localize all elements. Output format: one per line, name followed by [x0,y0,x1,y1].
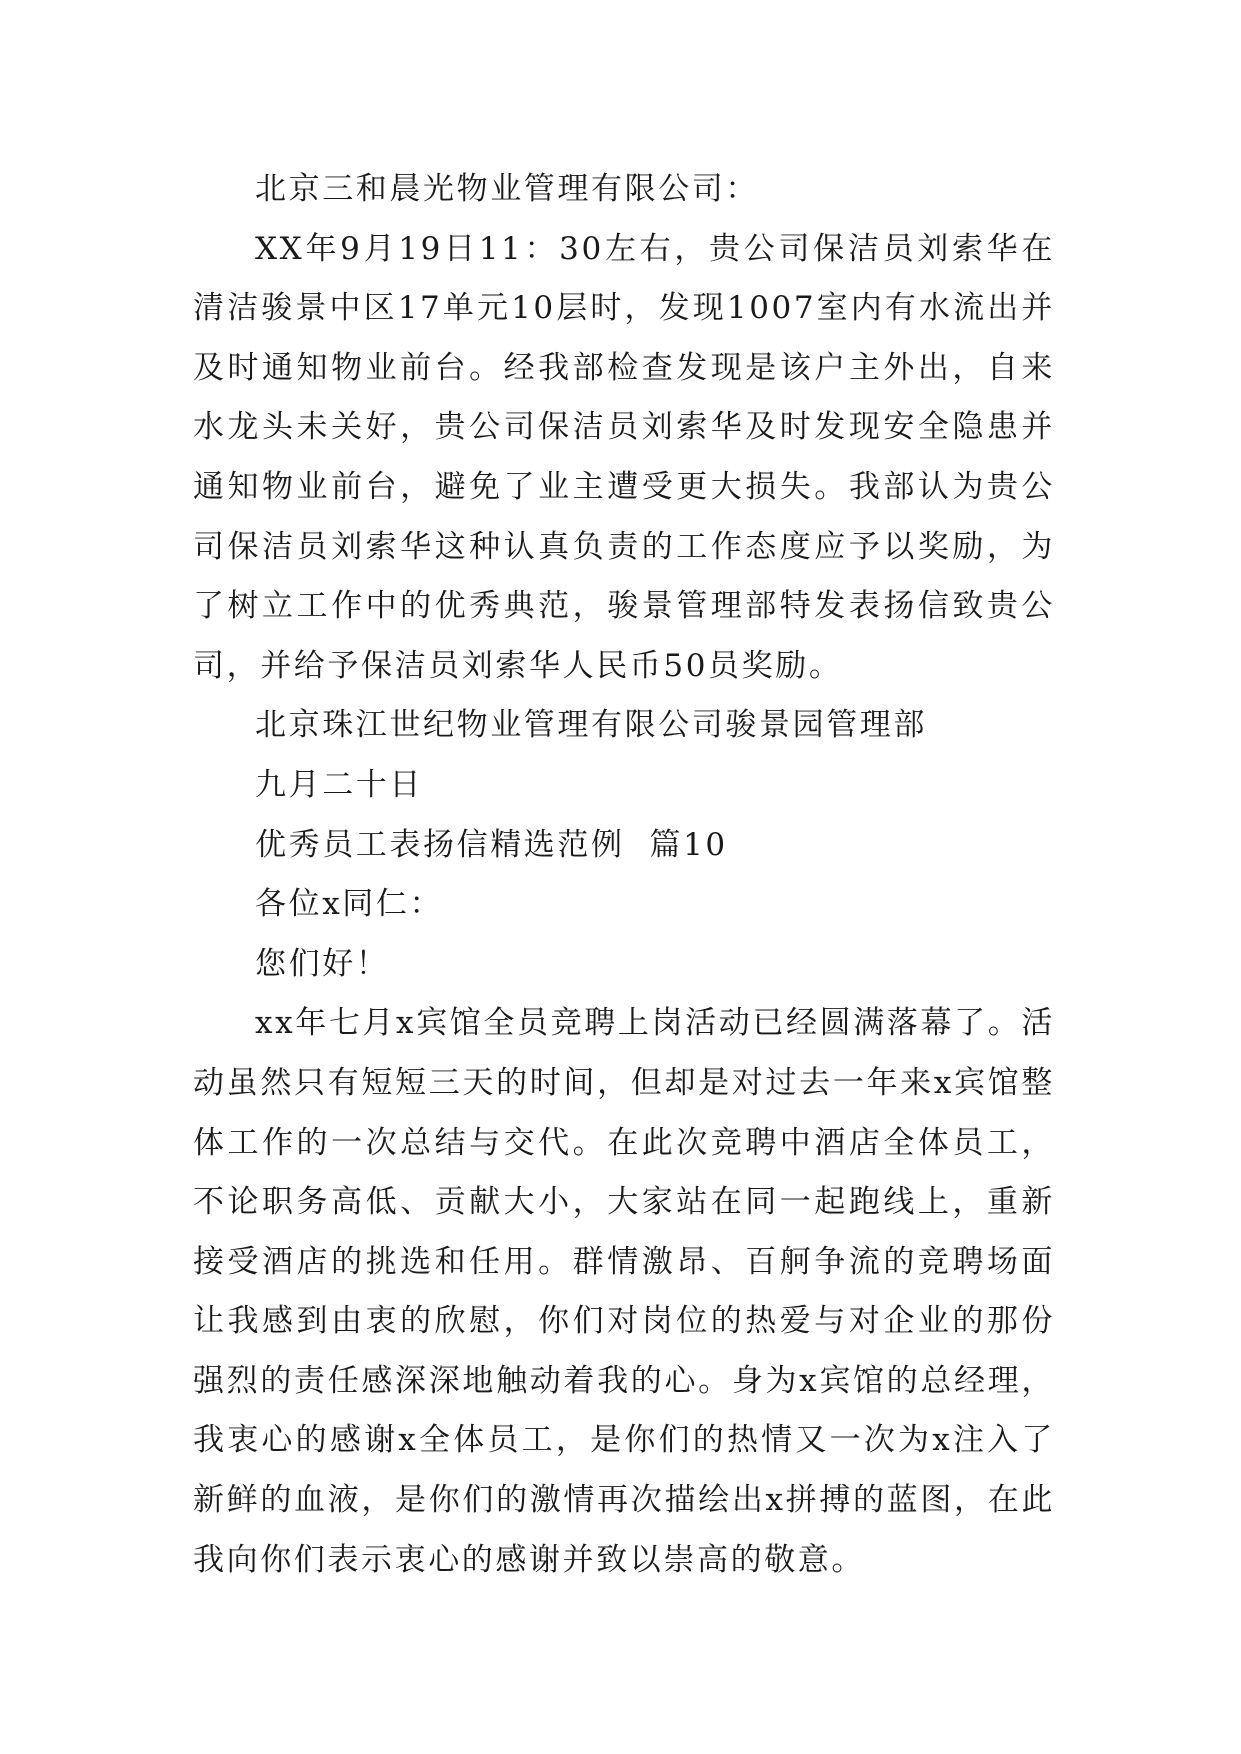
letter1-body: XX年9月19日11：30左右，贵公司保洁员刘索华在清洁骏景中区17单元10层时，发现1007室内有水流出并及时通知物业前台。经我部检查发现是该户主外出，自来水龙头未关好，贵公司保洁员刘索华及时发现安全隐患并通知物业前台，避免了业主遭受更大损失。我部认为贵公司保洁员刘索华这种认真负责的工作态度应予以奖励，为了树立工作中的优秀典范，骏景管理部特发表扬信致贵公司，并给予保洁员刘索华人民币50员奖励。 [193,230,1055,684]
letter1-salutation: 北京三和晨光物业管理有限公司： [255,171,759,207]
document-body [193,160,1055,1590]
letter2-body: xx年七月x宾馆全员竞聘上岗活动已经圆满落幕了。活动虽然只有短短三天的时间，但却是对过去一年来x宾馆整体工作的一次总结与交代。在此次竞聘中酒店全体员工，不论职务高低、贡献大小，大家站在同一起跑线上，重新接受酒店的挑选和任用。群情激昂、百舸争流的竞聘场面让我感到由衷的欣慰，你们对岗位的热爱与对企业的那份强烈的责任感深深地触动着我的心。身为x宾馆的总经理，我衷心的感谢x全体员工，是你们的热情又一次为x注入了新鲜的血液，是你们的激情再次描绘出x拼搏的蓝图，在此我向你们表示衷心的感谢并致以崇高的敬意。 [193,1005,1055,1578]
section-heading: 优秀员工表扬信精选范例 篇10 [255,826,728,863]
letter2-greeting: 您们好！ [255,945,390,982]
letter1-signature: 北京珠江世纪物业管理有限公司骏景园管理部 [255,707,927,744]
letter2-salutation: 各位x同仁： [255,886,444,923]
letter1-date: 九月二十日 [255,766,423,803]
